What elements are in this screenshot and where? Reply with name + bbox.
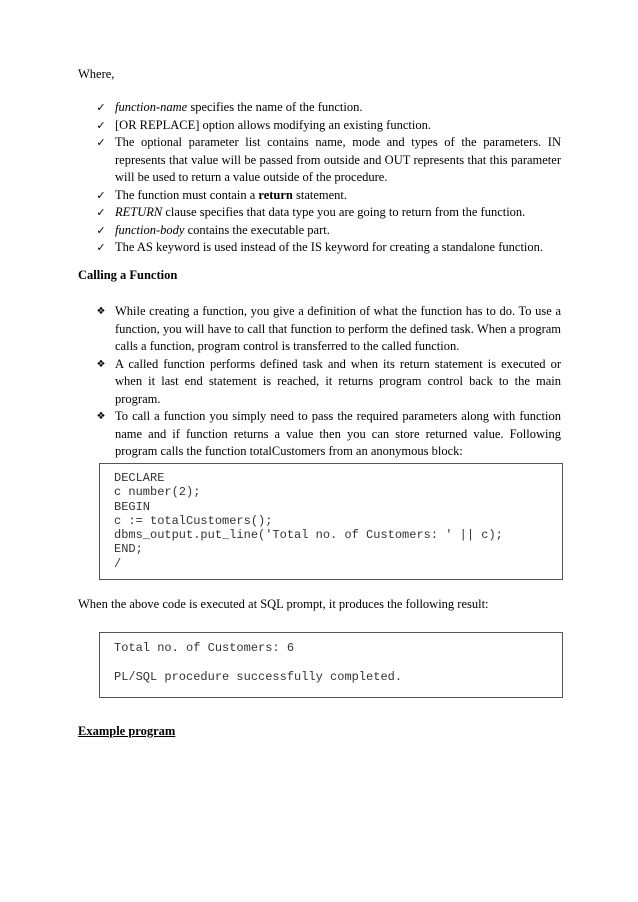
checkmark-icon: ✓ [96, 118, 106, 132]
where-list [0, 99, 638, 257]
list-item: ✓ RETURN clause specifies that data type you are going to return from the function. [0, 204, 561, 222]
list-item: ❖ A called function performs defined task and when its return statement is executed or when it last end statement is reached, it returns program control back to the main program. [0, 356, 561, 409]
checkmark-icon: ✓ [96, 101, 106, 114]
diamond-bullet-icon: ❖ [96, 411, 106, 422]
output-line: PL/SQL procedure successfully completed. [114, 669, 403, 684]
checkmark-icon: ✓ [96, 223, 106, 237]
where-label: Where, [78, 67, 115, 81]
calling-list [0, 303, 638, 461]
checkmark-icon: ✓ [96, 188, 106, 202]
checkmark-icon: ✓ [96, 136, 106, 149]
list-item: ✓ [OR REPLACE] option allows modifying an existing function. [0, 117, 561, 135]
checkmark-icon: ✓ [96, 241, 106, 254]
example-heading: Example program [78, 724, 176, 738]
code-line: DECLARE [114, 471, 165, 485]
section-heading: Calling a Function [78, 268, 178, 282]
code-block [99, 463, 563, 580]
list-item: ❖ To call a function you simply need to pass the required parameters along with function name and if function returns a value then you can store returned value. Following program calls the function totalCustomers from an anonymous block: [0, 408, 561, 461]
code-line: / [114, 556, 122, 571]
list-item: ✓ The optional parameter list contains name, mode and types of the parameters. IN represents that value will be passed from outside and OUT represents that this parameter will be used to return a value outside of the procedure. [0, 134, 561, 187]
list-item: ✓ function-name specifies the name of the function. [0, 99, 561, 117]
code-line: c number(2); [114, 485, 201, 500]
output-line [114, 655, 562, 669]
list-item: ✓ The AS keyword is used instead of the IS keyword for creating a standalone function. [0, 239, 561, 257]
output-line: Total no. of Customers: 6 [114, 641, 295, 655]
list-item: ✓ function-body contains the executable part. [0, 222, 561, 240]
diamond-bullet-icon: ❖ [96, 306, 106, 317]
list-item: ❖ While creating a function, you give a definition of what the function has to do. To use a function, you will have to call that function to perform the defined task. When a program calls a function, program control is transferred to the called function. [0, 303, 561, 356]
code-line: dbms_output.put_line('Total no. of Customers: ' || c); [114, 528, 503, 543]
diamond-bullet-icon: ❖ [96, 358, 106, 370]
result-intro: When the above code is executed at SQL prompt, it produces the following result: [78, 597, 489, 611]
checkmark-icon: ✓ [96, 206, 106, 219]
code-line: END; [114, 542, 143, 557]
list-item: ✓ The function must contain a return statement. [0, 187, 561, 205]
code-line: c := totalCustomers(); [114, 513, 273, 528]
output-block [99, 632, 563, 698]
code-line: BEGIN [114, 499, 151, 514]
